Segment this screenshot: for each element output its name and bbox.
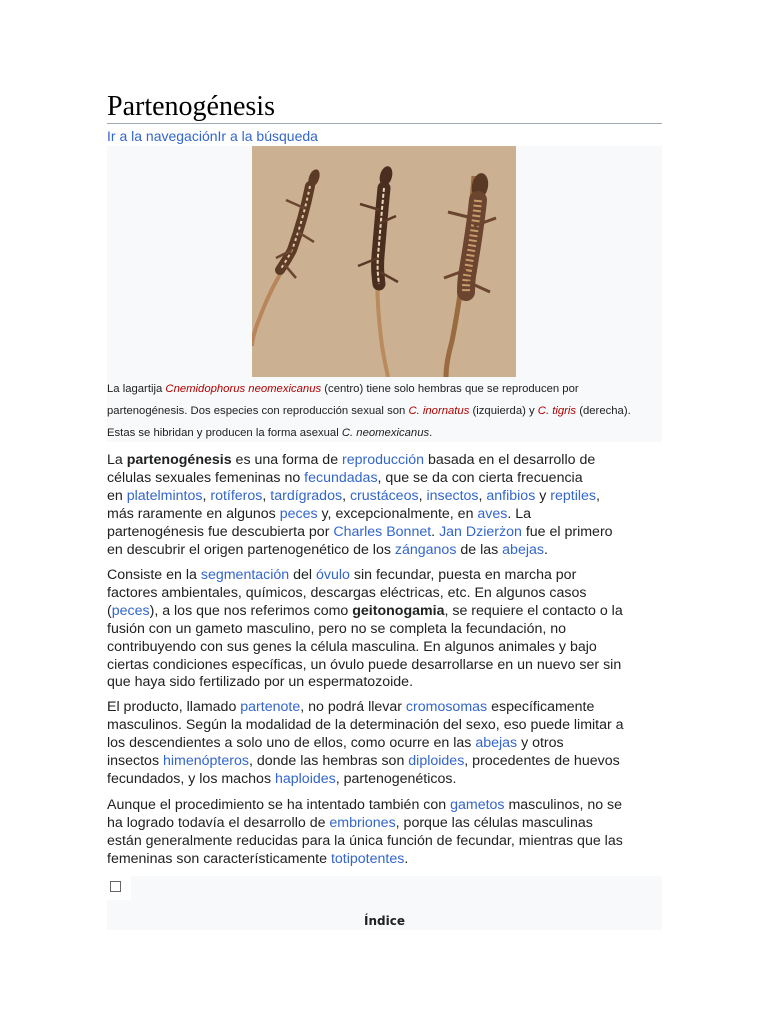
- link-aves[interactable]: aves: [477, 505, 508, 522]
- toc-toggle[interactable]: [107, 876, 131, 900]
- toc-title: Índice: [364, 914, 405, 928]
- lizards-photo[interactable]: [252, 146, 516, 377]
- link-crustaceos[interactable]: crustáceos: [349, 487, 419, 504]
- jump-links: [107, 127, 318, 145]
- term-bold: partenogénesis: [126, 452, 232, 468]
- link-charles-bonnet[interactable]: Charles Bonnet: [333, 523, 432, 540]
- jump-to-navigation-link[interactable]: Ir a la navegación: [107, 128, 218, 144]
- link-haploides[interactable]: haploides: [274, 770, 336, 787]
- link-fecundadas[interactable]: fecundadas: [304, 469, 378, 486]
- link-cromosomas[interactable]: cromosomas: [405, 699, 488, 715]
- paragraph-producto: El producto, llamado partenote, no podrá llevar cromosomas específicamente masculinos. Según la modalidad de la determinación del sexo, eso puede limitar a los descendientes a solo uno de ellos, como ocurre en las abejas y otros insectos himenópteros, donde las hembras son diploides, procedentes de huevos fecundados, y los machos haploides, partenogenéticos.: [107, 699, 624, 787]
- link-reproduccion[interactable]: reproducción: [342, 452, 425, 468]
- caption-line-3: Estas se hibridan y producen la forma asexual C. neomexicanus.: [107, 427, 433, 439]
- species-name: C. inornatus: [408, 405, 470, 417]
- link-anfibios[interactable]: anfibios: [486, 487, 536, 504]
- link-embriones[interactable]: embriones: [329, 814, 396, 831]
- link-diploides[interactable]: diploides: [408, 752, 465, 769]
- species-name: Cnemidophorus neomexicanus: [165, 383, 322, 395]
- link-partenote[interactable]: partenote: [240, 699, 301, 715]
- link-ovulo[interactable]: óvulo: [316, 567, 350, 583]
- link-segmentacion[interactable]: segmentación: [200, 567, 290, 583]
- link-zanganos[interactable]: zánganos: [394, 541, 457, 558]
- link-totipotentes[interactable]: totipotentes: [330, 850, 405, 867]
- link-jan-dzierzon[interactable]: Jan Dzierżon: [439, 523, 522, 540]
- link-insectos[interactable]: insectos: [426, 487, 479, 504]
- link-peces[interactable]: peces: [279, 505, 318, 522]
- link-gametos[interactable]: gametos: [450, 797, 505, 813]
- species-name: C. tigris: [537, 405, 577, 417]
- caption-line-1: La lagartija Cnemidophorus neomexicanus (centro) tiene solo hembras que se reproducen por: [107, 383, 579, 395]
- paragraph-intro: La partenogénesis es una forma de reproducción basada en el desarrollo de células sexuales femeninas no fecundadas, que se da con cierta frecuencia en platelmintos, rotíferos, tardígrados, crustáceos, insectos, anfibios y reptiles, más raramente en algunos peces y, excepcionalmente, en aves. La partenogénesis fue descubierta por Charles Bonnet. Jan Dzierżon fue el primero en descubrir el origen partenogenético de los zánganos de las abejas.: [107, 452, 613, 558]
- paragraph-aunque: Aunque el procedimiento se ha intentado también con gametos masculinos, no se ha logrado todavía el desarrollo de embriones, porque las células masculinas están generalmente reducidas para la única función de fecundar, mientras que las femeninas son característicamente totipotentes.: [107, 797, 623, 867]
- link-peces[interactable]: peces: [111, 602, 150, 619]
- jump-to-search-link[interactable]: Ir a la búsqueda: [217, 128, 318, 144]
- page-title: Partenogénesis: [107, 89, 662, 124]
- link-rotiferos[interactable]: rotíferos: [210, 487, 263, 504]
- figure-caption: [107, 378, 662, 444]
- lead-figure: [107, 146, 662, 442]
- term-bold: geitonogamia: [352, 602, 445, 619]
- species-name: C. neomexicanus: [341, 427, 430, 439]
- table-of-contents: [107, 876, 662, 930]
- link-abejas[interactable]: abejas: [475, 734, 518, 751]
- toc-toggle-checkbox[interactable]: [110, 881, 121, 892]
- link-platelmintos[interactable]: platelmintos: [126, 487, 203, 504]
- caption-line-2: partenogénesis. Dos especies con reproducción sexual son C. inornatus (izquierda) y C. tigris (derecha).: [107, 405, 631, 417]
- lizards-illustration: [252, 146, 516, 377]
- link-reptiles[interactable]: reptiles: [550, 487, 597, 504]
- link-abejas[interactable]: abejas: [502, 541, 544, 558]
- link-himenopteros[interactable]: himenópteros: [163, 752, 249, 769]
- paragraph-consiste: Consiste en la segmentación del óvulo sin fecundar, puesta en marcha por factores ambientales, químicos, descargas eléctricas, etc. En algunos casos (peces), a los que nos referimos como geitonogamia, se requiere el contacto o la fusión con un gameto masculino, pero no se completa la fecundación, no contribuyendo con sus genes la célula masculina. En algunos animales y bajo ciertas condiciones específicas, un óvulo puede desarrollarse en un nuevo ser sin que haya sido fertilizado por un espermatozoide.: [107, 567, 623, 691]
- link-tardigrados[interactable]: tardígrados: [270, 487, 343, 504]
